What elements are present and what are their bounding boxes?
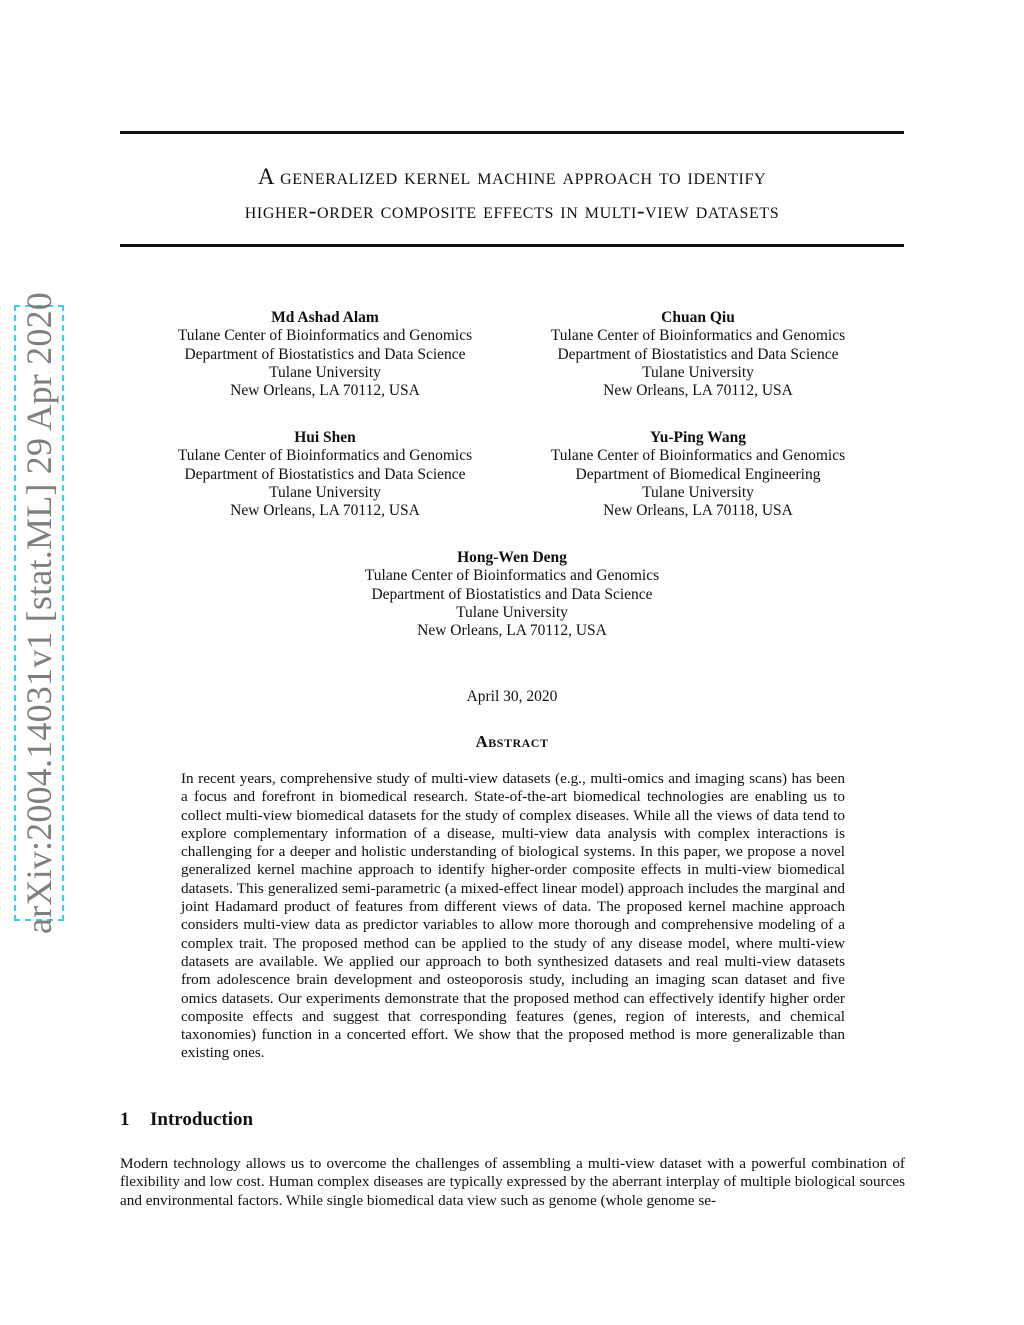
introduction-text: Modern technology allows us to overcome the challenges of assembling a multi-view dataset with a powerful combination of flexibility and low cost. Human complex diseases are typically expressed by the aberrant interplay of multiple biological sources and environmental factors. While single biomedical data view such as genome (whole genome se-	[120, 1155, 905, 1209]
publication-date: April 30, 2020	[466, 688, 558, 705]
author-block	[135, 429, 515, 520]
author-department: Department of Biostatistics and Data Science	[184, 345, 466, 363]
abstract-heading: Abstract	[475, 732, 549, 751]
author-name: Md Ashad Alam	[271, 309, 379, 326]
author-name: Hui Shen	[294, 429, 356, 446]
author-block	[508, 429, 888, 520]
title-line-1: A generalized kernel machine approach to identify	[257, 164, 767, 189]
section-heading	[120, 1109, 253, 1131]
author-name: Chuan Qiu	[661, 309, 735, 326]
title-top-rule	[120, 131, 904, 134]
author-university: Tulane University	[456, 603, 568, 621]
author-address: New Orleans, LA 70112, USA	[230, 382, 420, 400]
title-bottom-rule	[120, 244, 904, 247]
author-block	[135, 309, 515, 400]
section-number: 1	[120, 1109, 130, 1130]
author-block	[508, 309, 888, 400]
author-affiliation: Tulane Center of Bioinformatics and Genomics	[177, 327, 473, 345]
arxiv-identifier-stamp[interactable]	[14, 292, 64, 934]
section-title: Introduction	[150, 1109, 254, 1130]
author-name: Hong-Wen Deng	[457, 549, 567, 566]
author-address: New Orleans, LA 70112, USA	[417, 622, 607, 640]
author-university: Tulane University	[269, 363, 381, 381]
author-university: Tulane University	[642, 483, 754, 501]
author-address: New Orleans, LA 70118, USA	[603, 502, 793, 520]
author-university: Tulane University	[642, 363, 754, 381]
author-department: Department of Biostatistics and Data Science	[557, 345, 839, 363]
author-name: Yu-Ping Wang	[649, 429, 747, 446]
author-department: Department of Biostatistics and Data Science	[371, 585, 653, 603]
author-department: Department of Biomedical Engineering	[575, 465, 821, 483]
author-affiliation: Tulane Center of Bioinformatics and Genomics	[177, 447, 473, 465]
author-address: New Orleans, LA 70112, USA	[230, 502, 420, 520]
author-address: New Orleans, LA 70112, USA	[603, 382, 793, 400]
author-department: Department of Biostatistics and Data Science	[184, 465, 466, 483]
author-affiliation: Tulane Center of Bioinformatics and Genomics	[550, 447, 846, 465]
author-block	[322, 549, 702, 640]
paper-title	[120, 160, 904, 228]
author-university: Tulane University	[269, 483, 381, 501]
abstract-text: In recent years, comprehensive study of multi-view datasets (e.g., multi-omics and imaging scans) has been a focus and forefront in biomedical research. State-of-the-art biomedical technologies are enabling us to collect multi-view biomedical datasets for the study of complex diseases. While all the views of data tend to explore complementary information of a disease, multi-view data analysis with complex interactions is challenging for a deeper and holistic understanding of biological systems. In this paper, we propose a novel generalized kernel machine approach to identify higher-order composite effects in multi-view biomedical datasets. This generalized semi-parametric (a mixed-effect linear model) approach includes the marginal and joint Hadamard product of features from different views of data. The proposed kernel machine approach considers multi-view data as predictor variables to allow more thorough and comprehensive modeling of a complex trait. The proposed method can be applied to the study of any disease model, where multi-view datasets are available. We applied our approach to both synthesized datasets and real multi-view datasets from adolescence brain development and osteoporosis study, including an imaging scan dataset and five omics datasets. Our experiments demonstrate that the proposed method can effectively identify higher order composite effects and suggest that corresponding features (genes, region of interests, and chemical taxonomies) function in a concerted effort. We show that the proposed method is more generalizable than existing ones.	[181, 770, 845, 1062]
author-affiliation: Tulane Center of Bioinformatics and Genomics	[550, 327, 846, 345]
author-affiliation: Tulane Center of Bioinformatics and Genomics	[364, 567, 660, 585]
arxiv-identifier-text: arXiv:2004.14031v1 [stat.ML] 29 Apr 2020	[19, 292, 59, 934]
title-line-2: higher-order composite effects in multi-view datasets	[244, 198, 780, 223]
